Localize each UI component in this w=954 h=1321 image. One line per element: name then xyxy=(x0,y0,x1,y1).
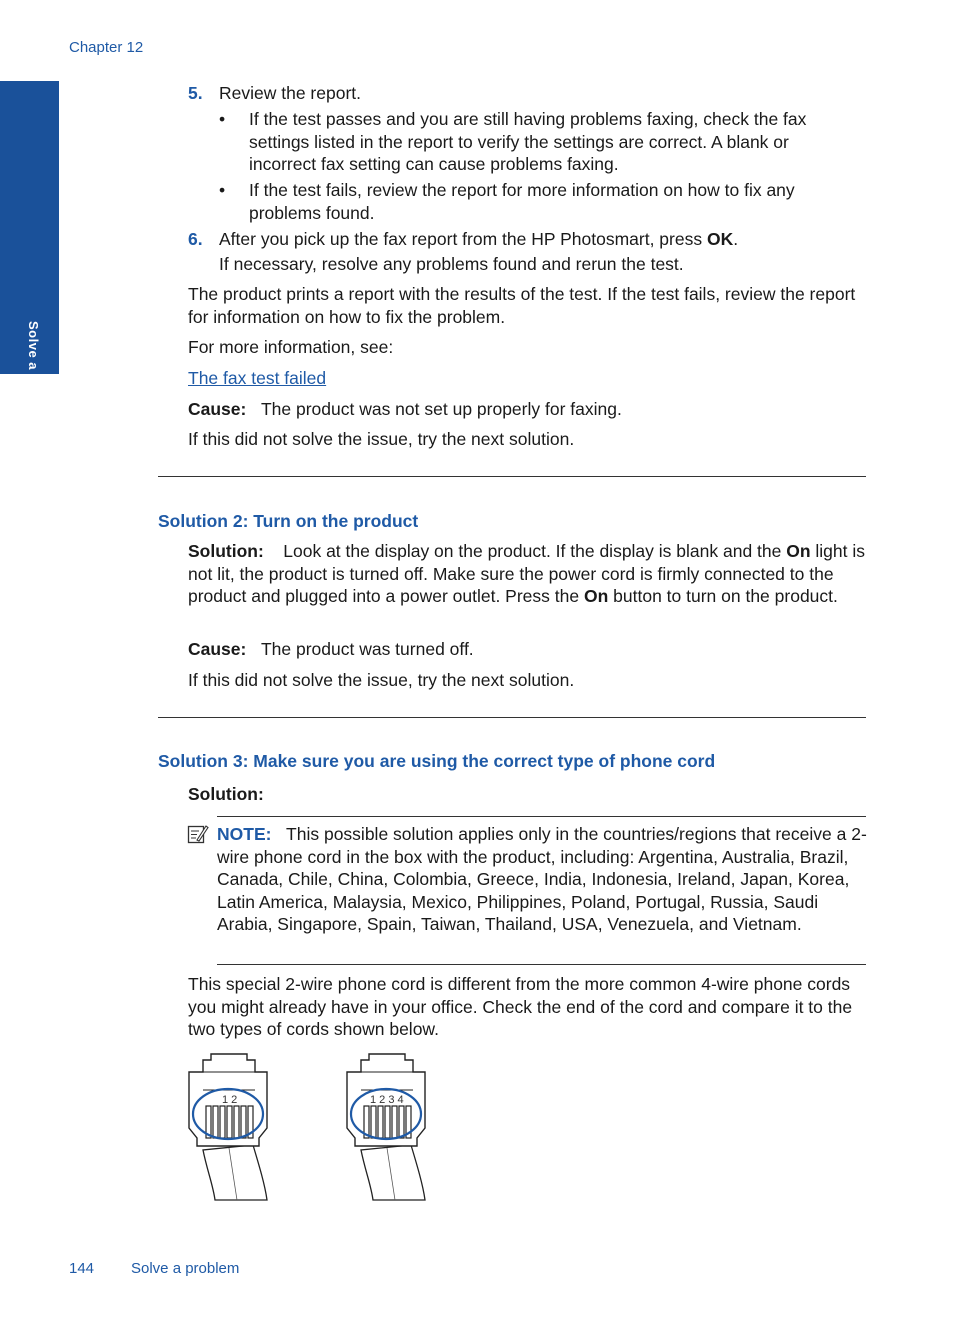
step-6-followup: If necessary, resolve any problems found and rerun the test. xyxy=(219,254,684,274)
solution-2-heading: Solution 2: Turn on the product xyxy=(158,511,419,531)
four-wire-connector xyxy=(347,1054,425,1200)
bullet-icon: • xyxy=(219,109,226,129)
fax-test-failed-link[interactable]: The fax test failed xyxy=(188,368,327,388)
next-solution-2: If this did not solve the issue, try the next solution. xyxy=(188,670,575,690)
solution-2-text: Solution: Look at the display on the product. If the display is blank and the On light is not lit, the product is turned off. Make sure the power cord is firmly connected to the product and plugged into a power outlet. Press the On button to turn on the product. xyxy=(188,541,866,606)
cause-1: Cause: The product was not set up properly for faxing. xyxy=(188,399,622,419)
note-bottom-rule xyxy=(217,964,866,965)
result-paragraph: The product prints a report with the results of the test. If the test fails, review the report for information on how to fix the problem. xyxy=(188,284,856,327)
page-number: 144 xyxy=(69,1260,95,1277)
svg-text:1 2 3 4: 1 2 3 4 xyxy=(370,1094,404,1106)
step-6-text: After you pick up the fax report from the HP Photosmart, press OK. xyxy=(219,229,739,249)
step-5-text: Review the report. xyxy=(219,83,362,103)
more-info-text: For more information, see: xyxy=(188,337,394,357)
two-wire-connector xyxy=(189,1054,267,1200)
solution-3-label: Solution: xyxy=(188,784,264,804)
cause-2: Cause: The product was turned off. xyxy=(188,639,474,659)
side-tab-label: Solve a problem xyxy=(26,321,41,429)
bullet-icon: • xyxy=(219,180,226,200)
note-text: NOTE: This possible solution applies only in the countries/regions that receive a 2-wire phone cord in the box with the product, including: Argentina, Australia, Brazil, Canada, Chile, China, Colombia, Greece, India, Indonesia, Ireland, Japan, Korea, Latin America, Malaysia, Mexico, Philippines, Poland, Portugal, Russia, Saudi Arabia, Singapore, Spain, Taiwan, Thailand, USA, Venezuela, and Vietnam. xyxy=(217,824,867,934)
cord-paragraph: This special 2-wire phone cord is different from the more common 4-wire phone cords you might already have in your office. Check the end of the cord and compare it to the two types of cords shown below. xyxy=(188,974,853,1039)
chapter-label: Chapter 12 xyxy=(69,39,144,56)
bullet-text: If the test passes and you are still having problems faxing, check the fax settings listed in the report to verify the settings are correct. A blank or incorrect fax setting can cause problems faxing. xyxy=(249,109,807,174)
phone-cord-figure xyxy=(185,1050,435,1210)
step-6-number: 6. xyxy=(188,229,203,249)
bullet-text: If the test fails, review the report for more information on how to fix any problems found. xyxy=(249,180,795,223)
note-icon xyxy=(187,823,209,845)
divider xyxy=(158,717,866,718)
note-top-rule xyxy=(217,816,866,817)
next-solution-1: If this did not solve the issue, try the next solution. xyxy=(188,429,575,449)
side-tab xyxy=(0,81,59,429)
footer-section: Solve a problem xyxy=(131,1260,240,1277)
divider xyxy=(158,476,866,477)
svg-text:1 2: 1 2 xyxy=(222,1094,238,1106)
step-5-number: 5. xyxy=(188,83,203,103)
solution-3-heading: Solution 3: Make sure you are using the correct type of phone cord xyxy=(158,751,716,771)
